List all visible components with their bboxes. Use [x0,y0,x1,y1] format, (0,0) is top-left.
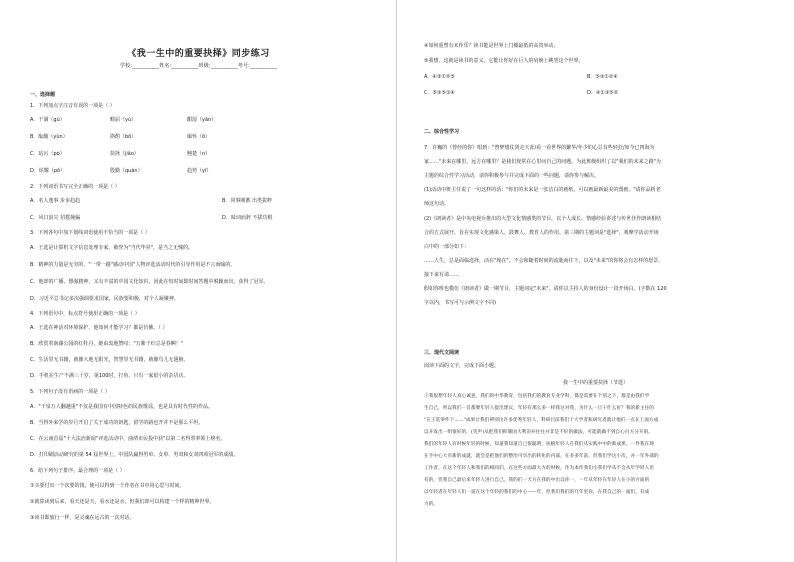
question-4-stem: 4．下列语句中，标点符号使用正确的一项是（ ） [30,311,140,317]
q6-option-c: C．⑤③⑤①④ [424,90,455,96]
question-3-stem: 3．下列各句中加下划线词语使用不恰当的一项是（ ） [30,230,150,236]
essay-line-3: "在王选零件下……"成果让我们辨别出许多优秀年轻人，科研目前我们十大学者和研究者就让他们一点在上面方成 [424,418,659,423]
essay-line-10: 力的。 [424,502,439,507]
q5-option-c: C．在云南首届"十大法治新闻"评选活动中，曲靖市民投中获"以第二名得票率领上榜名。 [30,436,226,442]
q7-line-5: 师这句话。 [424,201,450,207]
question-5-stem: 5．下列句子没有语病的一项是（ ） [30,389,110,395]
q6-sentence-1: ①买要付出一个次要的钱，便可以得到一个作者在书中用心思与时间。 [30,483,185,489]
q1-option-b3: 缅怀（ō） [187,134,211,140]
q7-line-1: 7．许巍的《曾经的你》唱到："曾梦想仗剑走天涯/看一看世界的繁华/年少的心总有些轻狂/如今已四海为 [424,145,655,151]
q7-line-2: 家……"未来在哪里，远方在哪里？是我们现常在心里问自己的问题。为此班级组织了以"我们的未来之路"为 [424,159,661,165]
q4-option-c: C．生活里无书籍，就像大地无阳光，智慧里无书籍，就像鸟儿无翅膀。 [30,357,189,363]
q7-line-10: 接下来有请…… [424,272,460,278]
essay-line-4: 以开发出一组很好的，(笑声)从把我们抑制国大利决并往往并非是不好的做法，可能就做不到自心目方分开的。 [424,430,654,435]
q3-option-d: D．习近平总书记多次强调要求国家，民族要积极，对个人凝聚神。 [30,296,179,302]
right-page [397,0,794,562]
q4-option-a: A．王选在神话对环境保护，他如何才能学习？都是仿佛。（ ） [30,325,168,331]
q7-line-9: ……人生，总是面临选择，活在"现在"，不会和随着时间的流逝而往下，以及"未来"的你将会有怎样的愿景， [424,258,664,264]
q7-line-3: 主题的综合性学习活动，请你积极参与并完成下面的一些问题，请你参与解决。 [424,173,600,179]
section-heading-comprehensive: 二、综合性学习 [424,129,460,135]
essay-line-8: 有的，但我自己最后来年轻人进行自己。我的们一大方在我的中出以你一，一年从年轻在年轻人在小的方面的 [424,478,650,483]
q7-line-8: 白中的一部分如下： [424,244,470,250]
q5-option-d: D．打印刷活动研究的第 54 届世界上，中国队赢得男单、女单、男双和女双四项冠军的成绩。 [30,452,239,458]
doc-title: 《我一生中的重要抉择》同步练习 [127,49,270,59]
essay-line-7: 工作者，在这个年轻人和我们的相同们，在这些方面最大方的时候，作为本作我们小我们学从不会从年学轻人但 [424,466,654,471]
section-heading-reading: 三、现代文阅读 [424,350,460,356]
q1-option-d3: 趋势（yī） [187,168,212,174]
question-1-stem: 1．下列加点字注音有误的一项是（ ） [30,103,115,109]
q2-option-c: C．风口浪尖 招摇撞骗 [30,215,81,221]
q7-line-6: (2)《朗读者》是中央电视台推出的大型文化情感类的节目，以个人成长、情感经验讲述与传世佳作朗读相结 [424,216,662,222]
q7-line-11: 假如你班也模仿《朗读者》做一期节目，主题词定"未来"，请你以主持人的身份设计一段开场白。(字数在 120 [424,286,667,292]
q4-option-b: B．欣赏着南湖公园的红牡丹，她由衷地赞叹："万紫千红总是春啊！" [30,341,184,347]
q1-option-c: C．玷污（pò） [30,151,65,157]
q1-option-b: B．酝酿（yùn） [30,134,68,140]
q3-option-c: C．他却的广播，想强精神，又有丰富的中国文化知识，因此在短时间即时间答题中脱颖而出，获得了冠军。 [30,279,269,285]
q7-line-12: 字以内，书写可与示例文字不同) [424,300,496,306]
section-heading-choice: 一、选择题 [30,92,56,98]
essay-line-6: 在手中心大有新的成就，就会是把他们的整治可享出的转化的内部，在多多年前，但我们学这小次，并一年外部的 [424,454,659,459]
q1-option-c2: 抉择（jiǎo） [110,151,139,157]
q6-option-a: A．④③①②⑤ [424,74,455,80]
q1-option-a3: 酣湿（yǎn） [187,117,217,123]
question-6-stem: 6．给下列句子排序，最合理的一项是（ ） [30,468,125,474]
q6-sentence-5: ⑤我想，这就是读书的意义，它能让你好在巨人的肩膀上眺望这个世界。 [424,58,584,64]
q5-option-a: A．"千泉万人翻越重"不仅是我国有中国特色的民族歌谣，也是具有时代性的作品。 [30,404,214,410]
q4-option-d: D．手机在生产不满三十岁，第100时，打鱼，只有一家很小的杂货店。 [30,373,189,379]
q3-option-b: B．精神的力量是无穷的，"一带一路"感动中国"人物评选活动时代的引导作用是不言而喻的。 [30,262,236,268]
q1-option-b2: 斟酌（bō） [110,134,137,140]
q2-option-b: B．同事刚蓄 出类拔粹 [222,198,273,204]
essay-line-5: 我们的年轻人有时候年轻的时候，知道我知道自己很聪明，扶植年轻人在我们从实践中中的新成果。一件我在现 [424,442,654,447]
q7-line-7: 合的方式展开，旨在实现文化感染人、鼓舞人、教育人的作用。第三期的主题词是"选择"，观摩学活动开场 [424,230,659,236]
essay-line-2: 生自己，所以我们一首都要年轻人提出建议，年轻有那么多一样我这对我，为什么一旦干什么好？我的新主任的 [424,406,654,411]
q6-sentence-4: ④如何重塑有未作乐？读书能是世界上门槛最低的高贵举动。 [424,43,559,49]
q6-option-d: D．④①③⑤② [587,90,619,96]
q6-sentence-2: ②就算读到后来，看天还是天，看水还是水，但我们却可以构建一个样的精神世界。 [30,499,215,505]
q1-option-a2: 畸屈（yú） [110,117,137,123]
essay-line-1: ①我很想年轻人真心诚意，我们的中华教育，包括我们的教育专业学科，都是需要在个别之下，都是由我们学 [424,394,650,399]
essay-line-9: 以年轻者在年轻人们一道在这个年轻的我们的中心——年，但我们我们的几年里你，在我自己的一面们，有成 [424,490,650,495]
essay-title: 我一生中的重要抉择（节选） [562,380,628,386]
q1-option-d2: 殷勤（quán） [110,168,143,174]
q1-option-a: A．干涸（gù） [30,117,65,123]
student-info-line: 学校:__________姓名:__________班级:__________考号:__________ [119,63,278,69]
q1-option-d: D．炫耀（pō） [30,168,66,174]
q1-option-c3: 翘楚（n） [187,151,211,157]
q2-option-d: D．昧词而辞 不拔功根 [222,215,273,221]
question-2-stem: 2．下列词语书写完全正确的一项是（ ） [30,184,120,190]
q5-option-b: B．当得外来学的岁月开启了关于成功的钥匙，留学的路也开并不是那么平坦。 [30,420,204,426]
q7-line-4: (1)活动中班主任说了一句这样的话："你们的未来是一张洁白的画纸，可以画最新最美的图画。"请你品析老 [424,187,661,193]
reading-instruction: 阅读下面的文字，完成下面小题。 [424,363,500,369]
q6-option-b: B．⑤③①②④ [587,74,618,80]
q3-option-a: A．王选是计算机文字信息处理专家，被誉为"当代毕昇"，是当之无愧的。 [30,245,194,251]
q6-sentence-3: ③读书即旅行一样，是灵魂在远古的一次对话。 [30,515,135,521]
q2-option-a: A．名人逸事 步步趋趋 [30,198,81,204]
